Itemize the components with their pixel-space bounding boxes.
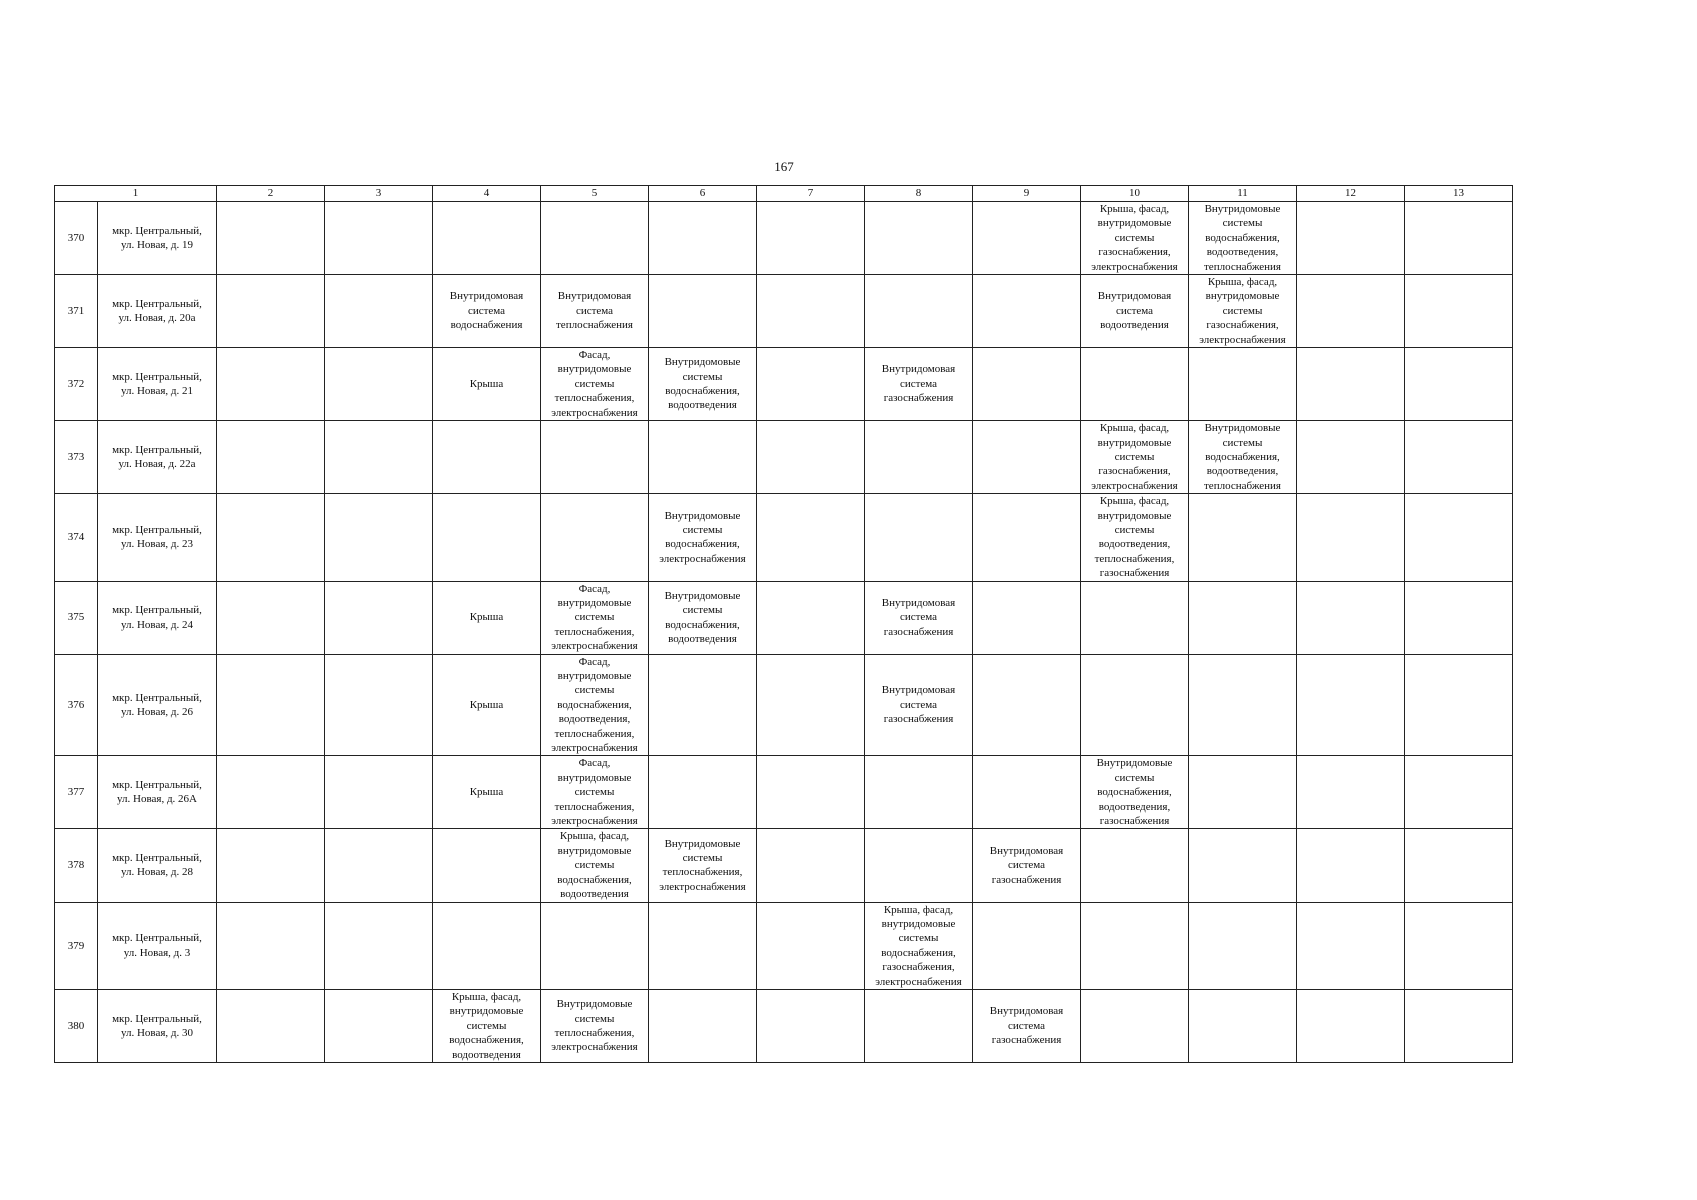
work-cell	[1405, 581, 1513, 654]
work-cell: Внутридомовые системы теплоснабжения, электроснабжения	[541, 989, 649, 1062]
column-number: 8	[865, 186, 973, 202]
work-cell	[865, 421, 973, 494]
work-cell	[649, 202, 757, 275]
work-cell	[649, 989, 757, 1062]
work-cell	[217, 348, 325, 421]
row-number: 374	[55, 494, 98, 581]
work-cell	[1297, 421, 1405, 494]
work-cell	[973, 581, 1081, 654]
work-cell	[1297, 348, 1405, 421]
column-number: 6	[649, 186, 757, 202]
work-cell	[1405, 275, 1513, 348]
work-cell: Внутридомовая система теплоснабжения	[541, 275, 649, 348]
work-cell	[649, 275, 757, 348]
address-cell: мкр. Центральный, ул. Новая, д. 22а	[98, 421, 217, 494]
work-cell	[1405, 494, 1513, 581]
work-cell: Крыша	[433, 756, 541, 829]
work-cell	[973, 902, 1081, 989]
column-number: 10	[1081, 186, 1189, 202]
work-cell	[217, 756, 325, 829]
work-cell	[1189, 348, 1297, 421]
work-cell	[541, 902, 649, 989]
work-cell	[217, 829, 325, 902]
repair-schedule-table	[54, 185, 1513, 1063]
work-cell: Крыша, фасад, внутридомовые системы водоснабжения, газоснабжения, электроснабжения	[865, 902, 973, 989]
work-cell	[433, 421, 541, 494]
work-cell	[541, 202, 649, 275]
work-cell	[757, 989, 865, 1062]
work-cell	[865, 494, 973, 581]
table-row	[55, 756, 1513, 829]
work-cell: Внутридомовые системы водоснабжения, электроснабжения	[649, 494, 757, 581]
work-cell	[325, 421, 433, 494]
column-number: 2	[217, 186, 325, 202]
work-cell	[865, 202, 973, 275]
work-cell	[1189, 581, 1297, 654]
work-cell	[757, 902, 865, 989]
work-cell: Внутридомовая система газоснабжения	[973, 829, 1081, 902]
work-cell	[757, 348, 865, 421]
address-cell: мкр. Центральный, ул. Новая, д. 20а	[98, 275, 217, 348]
work-cell	[1297, 202, 1405, 275]
work-cell	[1189, 654, 1297, 756]
work-cell: Крыша, фасад, внутридомовые системы водоснабжения, водоотведения	[433, 989, 541, 1062]
work-cell: Фасад, внутридомовые системы водоснабжения, водоотведения, теплоснабжения, электроснабжения	[541, 654, 649, 756]
work-cell	[541, 421, 649, 494]
work-cell	[1081, 348, 1189, 421]
work-cell	[757, 654, 865, 756]
column-number: 7	[757, 186, 865, 202]
work-cell	[217, 902, 325, 989]
work-cell	[865, 275, 973, 348]
row-number: 378	[55, 829, 98, 902]
table-row	[55, 202, 1513, 275]
work-cell: Крыша	[433, 348, 541, 421]
work-cell: Фасад, внутридомовые системы теплоснабжения, электроснабжения	[541, 756, 649, 829]
work-cell	[217, 275, 325, 348]
work-cell: Внутридомовые системы водоснабжения, водоотведения	[649, 348, 757, 421]
work-cell	[973, 421, 1081, 494]
work-cell: Внутридомовые системы водоснабжения, водоотведения, газоснабжения	[1081, 756, 1189, 829]
work-cell	[541, 494, 649, 581]
column-number: 5	[541, 186, 649, 202]
work-cell	[973, 654, 1081, 756]
work-cell	[757, 494, 865, 581]
work-cell	[433, 202, 541, 275]
work-cell	[1405, 348, 1513, 421]
work-cell: Внутридомовые системы водоснабжения, водоотведения, теплоснабжения	[1189, 421, 1297, 494]
work-cell	[1405, 421, 1513, 494]
table-row	[55, 989, 1513, 1062]
work-cell: Крыша	[433, 654, 541, 756]
row-number: 379	[55, 902, 98, 989]
work-cell	[325, 902, 433, 989]
work-cell	[757, 829, 865, 902]
table-row	[55, 829, 1513, 902]
work-cell	[973, 494, 1081, 581]
work-cell	[1297, 581, 1405, 654]
address-cell: мкр. Центральный, ул. Новая, д. 23	[98, 494, 217, 581]
work-cell	[1189, 902, 1297, 989]
row-number: 380	[55, 989, 98, 1062]
work-cell	[325, 654, 433, 756]
work-cell	[217, 581, 325, 654]
work-cell	[649, 654, 757, 756]
work-cell: Внутридомовая система водоотведения	[1081, 275, 1189, 348]
column-number: 11	[1189, 186, 1297, 202]
work-cell	[649, 902, 757, 989]
work-cell	[649, 756, 757, 829]
work-cell	[757, 275, 865, 348]
row-number: 371	[55, 275, 98, 348]
work-cell	[973, 756, 1081, 829]
address-cell: мкр. Центральный, ул. Новая, д. 24	[98, 581, 217, 654]
work-cell	[1081, 581, 1189, 654]
work-cell	[1297, 829, 1405, 902]
work-cell	[217, 989, 325, 1062]
work-cell	[433, 902, 541, 989]
column-number: 9	[973, 186, 1081, 202]
work-cell	[757, 756, 865, 829]
table-row	[55, 654, 1513, 756]
work-cell	[217, 421, 325, 494]
work-cell: Крыша, фасад, внутридомовые системы водоотведения, теплоснабжения, газоснабжения	[1081, 494, 1189, 581]
work-cell	[217, 654, 325, 756]
address-cell: мкр. Центральный, ул. Новая, д. 26	[98, 654, 217, 756]
work-cell	[1297, 902, 1405, 989]
work-cell: Внутридомовые системы водоснабжения, водоотведения, теплоснабжения	[1189, 202, 1297, 275]
work-cell	[325, 829, 433, 902]
column-number: 1	[55, 186, 217, 202]
work-cell	[1189, 989, 1297, 1062]
address-cell: мкр. Центральный, ул. Новая, д. 28	[98, 829, 217, 902]
work-cell	[1297, 756, 1405, 829]
work-cell	[973, 275, 1081, 348]
work-cell	[1405, 654, 1513, 756]
work-cell	[1405, 902, 1513, 989]
work-cell	[325, 494, 433, 581]
column-number: 12	[1297, 186, 1405, 202]
work-cell	[1405, 989, 1513, 1062]
work-cell: Внутридомовая система газоснабжения	[973, 989, 1081, 1062]
row-number: 370	[55, 202, 98, 275]
work-cell	[649, 421, 757, 494]
work-cell	[973, 202, 1081, 275]
table-row	[55, 275, 1513, 348]
work-cell	[1297, 989, 1405, 1062]
table-row	[55, 348, 1513, 421]
work-cell	[757, 421, 865, 494]
table-row	[55, 421, 1513, 494]
work-cell	[865, 829, 973, 902]
address-cell: мкр. Центральный, ул. Новая, д. 30	[98, 989, 217, 1062]
work-cell: Крыша, фасад, внутридомовые системы газоснабжения, электроснабжения	[1189, 275, 1297, 348]
work-cell	[1081, 902, 1189, 989]
work-cell	[1297, 275, 1405, 348]
row-number: 377	[55, 756, 98, 829]
page-number: 167	[774, 159, 794, 174]
work-cell	[325, 275, 433, 348]
work-cell: Фасад, внутридомовые системы теплоснабжения, электроснабжения	[541, 348, 649, 421]
row-number: 375	[55, 581, 98, 654]
work-cell	[217, 494, 325, 581]
table-row	[55, 902, 1513, 989]
work-cell	[865, 989, 973, 1062]
work-cell	[1189, 756, 1297, 829]
work-cell	[433, 494, 541, 581]
work-cell: Крыша	[433, 581, 541, 654]
work-cell	[1189, 494, 1297, 581]
work-cell	[757, 202, 865, 275]
work-cell	[325, 202, 433, 275]
row-number: 372	[55, 348, 98, 421]
work-cell	[1081, 989, 1189, 1062]
work-cell	[1405, 829, 1513, 902]
work-cell: Внутридомовая система газоснабжения	[865, 348, 973, 421]
work-cell: Внутридомовые системы водоснабжения, водоотведения	[649, 581, 757, 654]
column-number: 13	[1405, 186, 1513, 202]
address-cell: мкр. Центральный, ул. Новая, д. 19	[98, 202, 217, 275]
work-cell	[325, 581, 433, 654]
work-cell	[325, 348, 433, 421]
work-cell	[1189, 829, 1297, 902]
work-cell	[1405, 202, 1513, 275]
row-number: 373	[55, 421, 98, 494]
table-row	[55, 581, 1513, 654]
work-cell	[217, 202, 325, 275]
address-cell: мкр. Центральный, ул. Новая, д. 26А	[98, 756, 217, 829]
work-cell: Внутридомовые системы теплоснабжения, электроснабжения	[649, 829, 757, 902]
work-cell	[325, 756, 433, 829]
column-number: 4	[433, 186, 541, 202]
table-row	[55, 494, 1513, 581]
work-cell	[325, 989, 433, 1062]
work-cell	[1297, 494, 1405, 581]
row-number: 376	[55, 654, 98, 756]
address-cell: мкр. Центральный, ул. Новая, д. 3	[98, 902, 217, 989]
column-number: 3	[325, 186, 433, 202]
column-number-row	[55, 186, 1513, 202]
work-cell	[1405, 756, 1513, 829]
work-cell	[973, 348, 1081, 421]
work-cell: Фасад, внутридомовые системы теплоснабжения, электроснабжения	[541, 581, 649, 654]
work-cell	[757, 581, 865, 654]
work-cell: Крыша, фасад, внутридомовые системы газоснабжения, электроснабжения	[1081, 202, 1189, 275]
work-cell: Внутридомовая система газоснабжения	[865, 654, 973, 756]
work-cell: Внутридомовая система газоснабжения	[865, 581, 973, 654]
work-cell	[433, 829, 541, 902]
work-cell: Внутридомовая система водоснабжения	[433, 275, 541, 348]
work-cell	[865, 756, 973, 829]
work-cell	[1081, 654, 1189, 756]
work-cell	[1297, 654, 1405, 756]
work-cell: Крыша, фасад, внутридомовые системы водоснабжения, водоотведения	[541, 829, 649, 902]
work-cell: Крыша, фасад, внутридомовые системы газоснабжения, электроснабжения	[1081, 421, 1189, 494]
work-cell	[1081, 829, 1189, 902]
address-cell: мкр. Центральный, ул. Новая, д. 21	[98, 348, 217, 421]
